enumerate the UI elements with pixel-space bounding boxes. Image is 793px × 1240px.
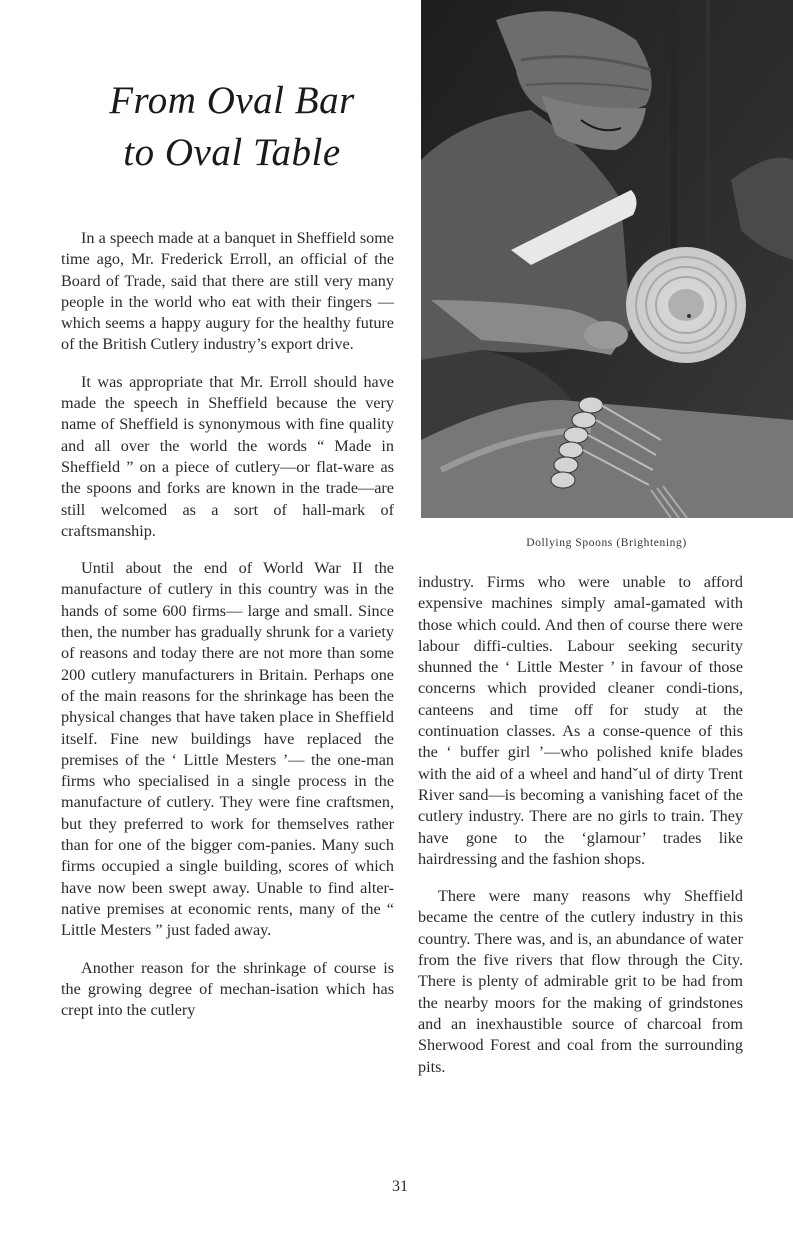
- photo-dollying-spoons: [421, 0, 793, 518]
- paragraph-reasons-sheffield: There were many reasons why Sheffield became the centre of the cutlery industry in this country. There was, and is, an abundance of water from the five rivers that flow through the City. There is plenty of admirable grit to be had from the nearby moors for the making of grindstones and an inexhaustible source of charcoal from Sherwood Forest and coal from the surrounding pits.: [418, 887, 743, 1076]
- photo-caption: Dollying Spoons (Brightening): [526, 537, 687, 549]
- paragraph-labour-difficulties: industry. Firms who were unable to afford expensive machines simply amal-gamated with those which could. And then of course there were labour diffi-culties. Labour seeking security shunned the ‘ Little Mester ’ in favour of those concerns which provided cleaner condi-tions, canteens and time off for study at the continuation classes. As a conse-quence of this the ‘ buffer girl ’—who polished knife blades with the aid of a wheel and handˇul of dirty Trent River sand—is becoming a vanishing facet of the cutlery industry. There are no girls to train. They have gone to the ‘glamour’ trades like hairdressing and the fashion shops.: [418, 573, 743, 868]
- paragraph-made-in-sheffield: It was appropriate that Mr. Erroll should have made the speech in Sheffield because the very name of Sheffield is synonymous with fine quality and all over the world the words “ Made in Sheffield ” on a piece of cutlery—or flat-ware as the spoons and forks are known in the trade—are still welcomed as a sort of hall-mark of craftsmanship.: [61, 372, 394, 540]
- paragraph-firms-history: Until about the end of World War II the manufacture of cutlery in this country was in the hands of some 600 firms— large and small. Since then, the number has gradually shrunk for a variety of reasons and today there are not more than some 200 cutlery manufacturers in Britain. Perhaps one of the main reasons for the shrinkage has been the physical changes that have taken place in Sheffield itself. Fine new buildings have replaced the premises of the ‘ Little Mesters ’— the one-man firms who specialised in a single process in the manufacture of cutlery. They were fine craftsmen, but they preferred to work for themselves rather than for one of the bigger com-panies. Many such firms occupied a single building, scores of which have now been swept away. Unable to find alter-native premises at economic rents, many of the “ Little Mesters ” just faded away.: [61, 559, 394, 940]
- paragraph-mechanisation: Another reason for the shrinkage of course is the growing degree of mechan-isation which has crept into the cutlery: [61, 958, 394, 1020]
- page-number: 31: [392, 1178, 408, 1195]
- title-line-2: to Oval Table: [123, 131, 341, 174]
- photo-illustration: [421, 0, 793, 518]
- left-column: [61, 228, 394, 1037]
- right-column: [418, 572, 743, 1094]
- article-title: [62, 75, 402, 179]
- title-line-1: From Oval Bar: [109, 79, 355, 122]
- paragraph-speech: In a speech made at a banquet in Sheffield some time ago, Mr. Frederick Erroll, an official of the Board of Trade, said that there are still very many people in the world who eat with their fingers —which seems a happy augury for the healthy future of the British Cutlery industry’s export drive.: [61, 229, 394, 354]
